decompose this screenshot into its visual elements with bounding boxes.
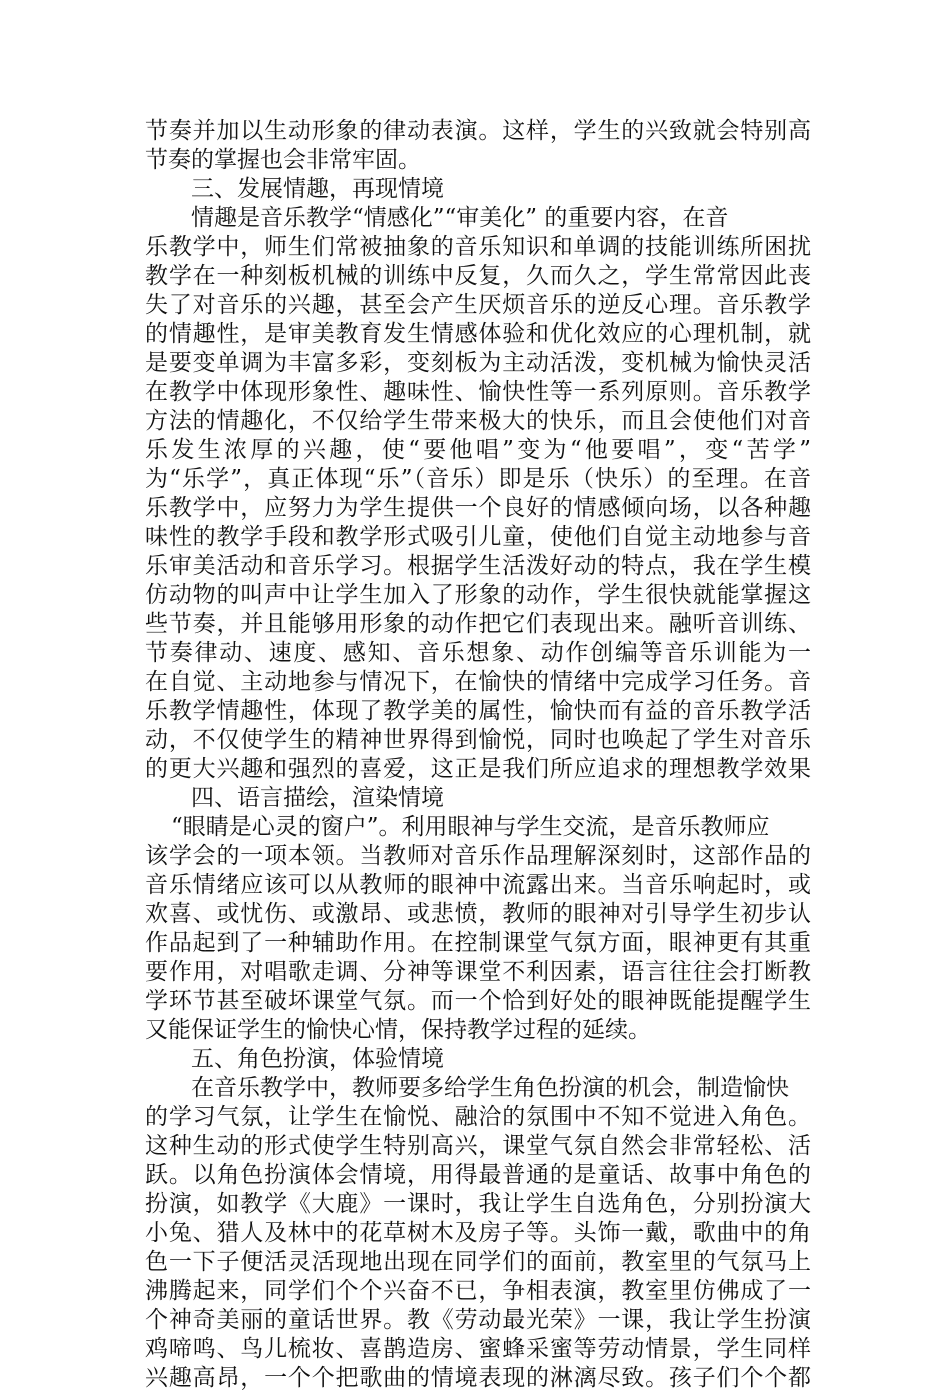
text-line: 这种生动的形式使学生特别高兴，课堂气氛自然会非常轻松、活 bbox=[145, 1133, 811, 1159]
text-line: 动，不仅使学生的精神世界得到愉悦，同时也唤起了学生对音乐 bbox=[145, 727, 811, 753]
text-line: 鸡啼鸣、鸟儿梳妆、喜鹊造房、蜜蜂采蜜等劳动情景，学生同样 bbox=[145, 1336, 811, 1362]
text-line: 色一下子便活灵活现地出现在同学们的面前，教室里的气氛马上 bbox=[145, 1249, 811, 1275]
text-line: 教学在一种刻板机械的训练中反复，久而久之，学生常常因此丧 bbox=[145, 263, 811, 289]
text-line: 欢喜、或忧伤、或激昂、或悲愤，教师的眼神对引导学生初步认 bbox=[145, 901, 811, 927]
text-line: 仿动物的叫声中让学生加入了形象的动作，学生很快就能掌握这 bbox=[145, 582, 811, 608]
text-line: 的更大兴趣和强烈的喜爱，这正是我们所应追求的理想教学效果 bbox=[145, 756, 811, 782]
text-line: 该学会的一项本领。当教师对音乐作品理解深刻时，这部作品的 bbox=[145, 843, 811, 869]
section-heading: 四、语言描绘，渲染情境 bbox=[191, 785, 444, 811]
text-line: 在教学中体现形象性、趣味性、愉快性等一系列原则。音乐教学 bbox=[145, 379, 811, 405]
text-line: 乐发生浓厚的兴趣，使“要他唱”变为“他要唱”，变“苦学” bbox=[145, 437, 811, 463]
text-line: 是要变单调为丰富多彩，变刻板为主动活泼，变机械为愉快灵活 bbox=[145, 350, 811, 376]
text-line: 味性的教学手段和教学形式吸引儿童，使他们自觉主动地参与音 bbox=[145, 524, 811, 550]
text-line: 为“乐学”，真正体现“乐”（音乐）即是乐（快乐）的至理。在音 bbox=[145, 466, 811, 492]
section-heading: 五、角色扮演，体验情境 bbox=[191, 1046, 444, 1072]
text-line: 乐审美活动和音乐学习。根据学生活泼好动的特点，我在学生模 bbox=[145, 553, 811, 579]
text-line: 乐教学中，应努力为学生提供一个良好的情感倾向场，以各种趣 bbox=[145, 495, 811, 521]
text-line: 小兔、猎人及林中的花草树木及房子等。头饰一戴，歌曲中的角 bbox=[145, 1220, 811, 1246]
text-line: 音乐情绪应该可以从教师的眼神中流露出来。当音乐响起时，或 bbox=[145, 872, 811, 898]
text-line: 扮演，如教学《大鹿》一课时，我让学生自选角色，分别扮演大 bbox=[145, 1191, 811, 1217]
text-line: 兴趣高昂，一个个把歌曲的情境表现的淋漓尽致。孩子们个个都 bbox=[145, 1365, 811, 1391]
paragraph-first-line: 情趣是音乐教学“情感化”“审美化” 的重要内容，在音 bbox=[191, 205, 729, 231]
text-line: 学环节甚至破坏课堂气氛。而一个恰到好处的眼神既能提醒学生 bbox=[145, 988, 811, 1014]
text-line: 些节奏，并且能够用形象的动作把它们表现出来。融听音训练、 bbox=[145, 611, 811, 637]
paragraph-first-line: “眼睛是心灵的窗户”。利用眼神与学生交流，是音乐教师应 bbox=[171, 814, 770, 840]
text-line: 乐教学中，师生们常被抽象的音乐知识和单调的技能训练所困扰 bbox=[145, 234, 811, 260]
text-line: 乐教学情趣性，体现了教学美的属性，愉快而有益的音乐教学活 bbox=[145, 698, 811, 724]
text-line: 要作用，对唱歌走调、分神等课堂不利因素，语言往往会打断教 bbox=[145, 959, 811, 985]
text-line: 沸腾起来，同学们个个兴奋不已，争相表演，教室里仿佛成了一 bbox=[145, 1278, 811, 1304]
text-line: 的情趣性，是审美教育发生情感体验和优化效应的心理机制，就 bbox=[145, 321, 811, 347]
text-line: 个神奇美丽的童话世界。教《劳动最光荣》一课，我让学生扮演 bbox=[145, 1307, 811, 1333]
paragraph-first-line: 在音乐教学中，教师要多给学生角色扮演的机会，制造愉快 bbox=[191, 1075, 789, 1101]
text-line: 又能保证学生的愉快心情，保持教学过程的延续。 bbox=[145, 1017, 651, 1043]
document-page bbox=[145, 117, 811, 1393]
section-heading: 三、发展情趣，再现情境 bbox=[191, 176, 444, 202]
text-line: 的学习气氛，让学生在愉悦、融洽的氛围中不知不觉进入角色。 bbox=[145, 1104, 811, 1130]
text-line: 方法的情趣化，不仅给学生带来极大的快乐，而且会使他们对音 bbox=[145, 408, 811, 434]
text-line: 节奏并加以生动形象的律动表演。这样，学生的兴致就会特别高 bbox=[145, 118, 811, 144]
text-line: 在自觉、主动地参与情况下，在愉快的情绪中完成学习任务。音 bbox=[145, 669, 811, 695]
text-line: 跃。以角色扮演体会情境，用得最普通的是童话、故事中角色的 bbox=[145, 1162, 811, 1188]
text-line: 节奏的掌握也会非常牢固。 bbox=[145, 147, 421, 173]
text-line: 失了对音乐的兴趣，甚至会产生厌烦音乐的逆反心理。音乐教学 bbox=[145, 292, 811, 318]
text-line: 节奏律动、速度、感知、音乐想象、动作创编等音乐训能为一 bbox=[145, 640, 811, 666]
text-line: 作品起到了一种辅助作用。在控制课堂气氛方面，眼神更有其重 bbox=[145, 930, 811, 956]
